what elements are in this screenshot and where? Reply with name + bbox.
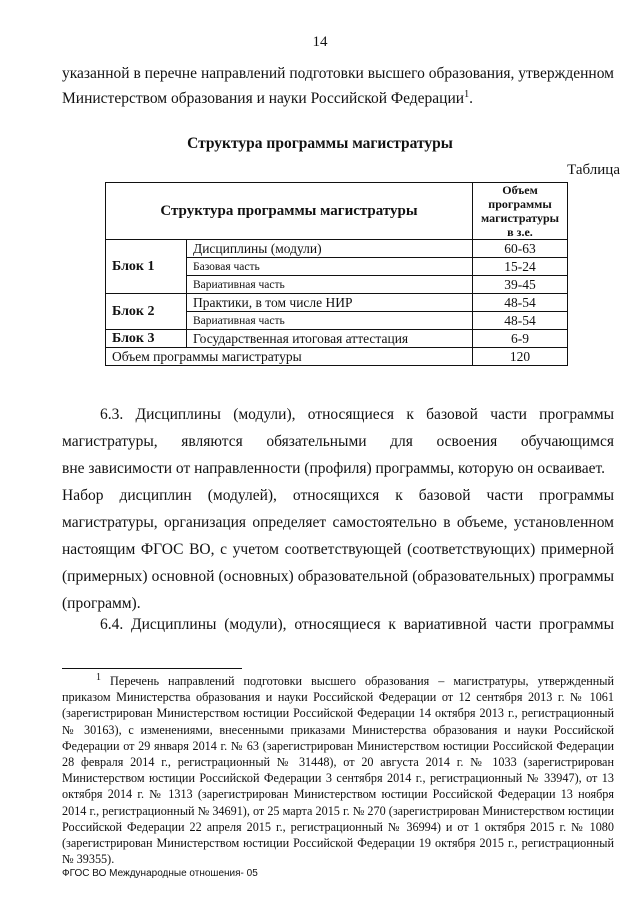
footnote: [62, 673, 614, 867]
row-value: 39-45: [473, 276, 568, 294]
para-6-3-line: вне зависимости от направленности (профиля) программы, которую он осваивает.: [62, 460, 605, 477]
table-title: Структура программы магистратуры: [187, 135, 453, 152]
row-value: 15-24: [473, 258, 568, 276]
intro-line-2-text: Министерством образования и науки Российской Федерации: [62, 90, 465, 107]
block-1-label: Блок 1: [106, 240, 187, 294]
total-label: Объем программы магистратуры: [106, 348, 473, 366]
table-label: Таблица: [567, 162, 620, 178]
row-item: Дисциплины (модули): [187, 240, 473, 258]
table-header-row: [106, 183, 568, 240]
row-value: 60-63: [473, 240, 568, 258]
total-value: 120: [473, 348, 568, 366]
row-value: 48-54: [473, 294, 568, 312]
footnote-divider: [62, 668, 242, 669]
block-3-label: Блок 3: [106, 330, 187, 348]
footnote-number: 1: [96, 671, 101, 683]
intro-line-2: [62, 87, 614, 111]
para-6-4: 6.4. Дисциплины (модули), относящиеся к вариативной части программы: [100, 616, 614, 633]
row-item: Вариативная часть: [187, 276, 473, 294]
para-6-3-line: магистратуры, организация определяет самостоятельно в объеме, установленном: [62, 514, 614, 531]
page-number: 14: [312, 34, 328, 50]
intro-line-1: указанной в перечне направлений подготовки высшего образования, утвержденном: [62, 65, 614, 82]
para-6-3-line: (примерных) основной (основных) образовательной (образовательных) программы: [62, 568, 614, 585]
row-item: Вариативная часть: [187, 312, 473, 330]
page-footer: ФГОС ВО Международные отношения- 05: [62, 868, 258, 879]
program-structure-table: [105, 182, 568, 366]
para-6-3-line: настоящим ФГОС ВО, с учетом соответствующей (соответствующих) примерной: [62, 541, 614, 558]
footnote-text: Перечень направлений подготовки высшего образования – магистратуры, утвержденный приказом Министерства образования и науки Российской Федерации от 12 сентября 2013 г. № 1061 (зарегистрирован Министерством юстиции Российской Федерации 14 октября 2013 г., регистрационный № 30163), с изменениями, внесенными приказами Министерства образования и науки Российской Федерации от 29 января 2014 г. № 63 (зарегистрирован Министерством юстиции Российской Федерации 28 февраля 2014 г., регистрационный № 31448), от 20 августа 2014 г. № 1033 (зарегистрирован Министерством юстиции Российской Федерации 3 сентября 2014 г., регистрационный № 33947), от 13 октября 2014 г. № 1313 (зарегистрирован Министерством юстиции Российской Федерации 13 ноября 2014 г., регистрационный № 34691), от 25 марта 2015 г. № 270 (зарегистрирован Министерством юстиции Российской Федерации 22 апреля 2015 г., регистрационный № 36994) и от 1 октября 2015 г. № 1080 (зарегистрирован Министерством юстиции Российской Федерации 19 октября 2015 г., регистрационный № 39355).: [62, 674, 614, 867]
row-item: Базовая часть: [187, 258, 473, 276]
header-structure: Структура программы магистратуры: [106, 183, 473, 240]
block-2-label: Блок 2: [106, 294, 187, 330]
footnote-ref[interactable]: 1: [464, 88, 470, 100]
row-item: Государственная итоговая аттестация: [187, 330, 473, 348]
row-value: 48-54: [473, 312, 568, 330]
intro-line-2-end: .: [469, 90, 473, 107]
para-6-3-line: 6.3. Дисциплины (модули), относящиеся к базовой части программы: [100, 406, 614, 423]
table-total-row: [106, 348, 568, 366]
table-row: [106, 240, 568, 258]
para-6-3-line: магистратуры, являются обязательными для освоения обучающимся: [62, 433, 614, 450]
row-item: Практики, в том числе НИР: [187, 294, 473, 312]
row-value: 6-9: [473, 330, 568, 348]
para-6-3-line: (программ).: [62, 595, 141, 612]
table-row: [106, 294, 568, 312]
table-row: [106, 330, 568, 348]
para-6-3-line: Набор дисциплин (модулей), относящихся к базовой части программы: [62, 487, 614, 504]
header-volume: Объем программы магистратуры в з.е.: [473, 183, 568, 240]
